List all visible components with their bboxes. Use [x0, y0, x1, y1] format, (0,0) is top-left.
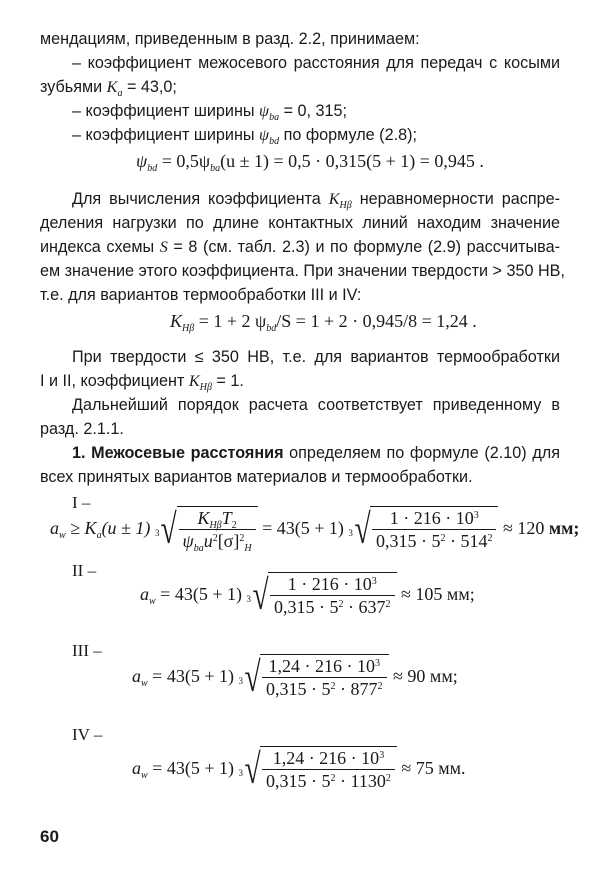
formula-variant-4: $a_w = 43(5 + 1)$ 3 √ $\frac{1,24 \cdot 216 \cdot 10^3}{0,315 \cdot 5^2 \cdot 1130^2}$ ≈ 75 мм. — [132, 747, 466, 793]
page-number: 60 — [40, 827, 59, 846]
text-line: I и II, коэффициент $K_{H\beta} = 1$. — [40, 372, 244, 393]
text-line: деления нагрузки по длине контактных линий находим значение — [40, 214, 560, 232]
text-line: 1. Межосевые расстояния определяем по формуле (2.10) для — [72, 444, 560, 462]
formula-khb: $K_{H\beta} = 1 + 2$ $\psi_{bd}/S = 1 + 2 \cdot 0,945/8 = 1,24$ . — [170, 311, 477, 334]
text-line: ем значение этого коэффициента. При значении твердости > 350 НВ, — [40, 262, 565, 280]
formula-variant-2: $a_w = 43(5 + 1)$ 3 √ $\frac{1 \cdot 216 \cdot 10^3}{0,315 \cdot 5^2 \cdot 637^2}$ ≈ 105 мм; — [140, 573, 475, 619]
formula-variant-1: $a_w \ge K_a(u \pm 1)$ 3 √ $\frac{K_{H\beta}T_2}{\psi_{ba}u^2[\sigma]^2_H}$ = 43(5 + 1) 3 √ $\frac{1 \cdot 216 \cdot 10^3}{0,315 \cdot 5^2 \cdot 514^2}$ ≈ 120 мм; — [50, 507, 580, 554]
text-line: – коэффициент ширины $\psi_{bd}$ по формуле (2.8); — [72, 126, 417, 147]
text-line: индекса схемы S = 8 (см. табл. 2.3) и по формуле (2.9) рассчитыва- — [40, 238, 560, 256]
text-line: – коэффициент ширины $\psi_{ba} = 0$, 315; — [72, 102, 348, 123]
text-line: т.е. для вариантов термообработки III и IV: — [40, 286, 362, 304]
text-line: всех принятых вариантов материалов и термообработки. — [40, 468, 473, 486]
variant-label: IV – — [72, 725, 103, 744]
text-line: Для вычисления коэффициента $K_{H\beta}$ неравномерности распре- — [72, 190, 561, 211]
text-line: При твердости ≤ 350 НВ, т.е. для вариантов термообработки — [72, 348, 560, 366]
text-line: – коэффициент межосевого расстояния для передач с косыми — [72, 54, 560, 72]
formula-psi-bd: $\psi_{bd} = 0,5\psi_{ba}(u \pm 1) = 0,5 \cdot 0,315(5 + 1) = 0,945$ . — [136, 151, 484, 174]
variant-label: III – — [72, 641, 102, 660]
text-line: разд. 2.1.1. — [40, 420, 124, 438]
text-line: зубьями $K_a = 43,0$; — [40, 78, 177, 99]
variant-label: II – — [72, 561, 97, 580]
formula-variant-3: $a_w = 43(5 + 1)$ 3 √ $\frac{1,24 \cdot 216 \cdot 10^3}{0,315 \cdot 5^2 \cdot 877^2}$ ≈ 90 мм; — [132, 655, 458, 701]
text-line: Дальнейший порядок расчета соответствует приведенному в — [72, 396, 560, 414]
variant-label: I – — [72, 493, 91, 512]
text-line: мендациям, приведенным в разд. 2.2, принимаем: — [40, 30, 420, 48]
